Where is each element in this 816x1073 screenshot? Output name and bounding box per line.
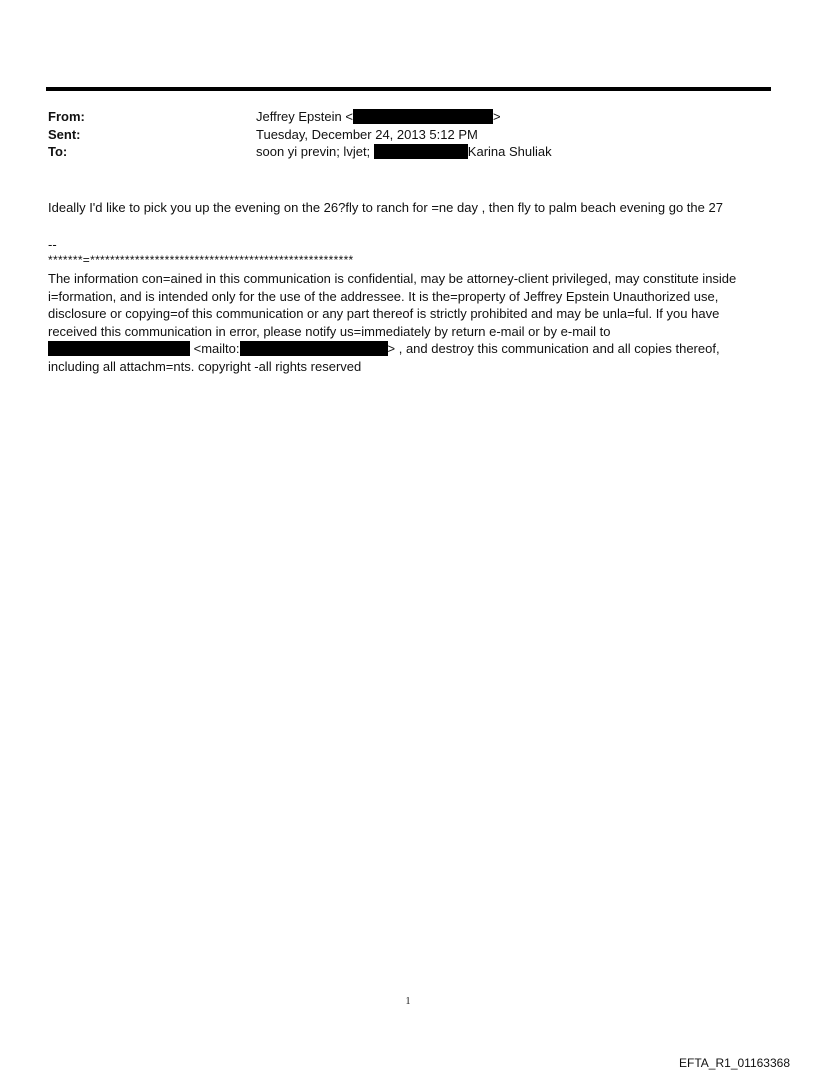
from-label: From: [48, 109, 85, 124]
mailto-suffix: > , and destroy this communication and all copies thereof, [387, 341, 720, 356]
to-label: To: [48, 144, 68, 159]
redaction-box [48, 341, 190, 356]
confidentiality-disclaimer [48, 270, 768, 375]
message-body: Ideally I'd like to pick you up the evening on the 26?fly to ranch for =ne day , then fly to palm beach evening go the 27 [48, 200, 723, 215]
signature-stars: *******=***************************************************** [48, 253, 354, 267]
header-rule [46, 87, 771, 91]
from-name: Jeffrey Epstein < [256, 109, 353, 124]
sent-value: Tuesday, December 24, 2013 5:12 PM [256, 126, 478, 142]
mailto-prefix: <mailto: [193, 341, 240, 356]
from-value [256, 108, 501, 126]
disclaimer-text: The information con=ained in this communication is confidential, may be attorney-client privileged, may constitute inside i=formation, and is intended only for the use of the addressee. It is the=property of Jeffrey Epstein Unauthorized use, disclosure or copying=of this communication or any part thereof is strictly prohibited and may be unla=ful. If you have received this communication in error, please notify us=immediately by return e-mail or by e-mail to [48, 271, 737, 339]
redaction-box [240, 341, 388, 356]
to-recipient-last: Karina Shuliak [467, 144, 552, 159]
redaction-box [374, 144, 468, 159]
page-number: 1 [405, 996, 411, 1007]
from-suffix: > [492, 109, 501, 124]
to-value [256, 143, 552, 161]
to-recipients: soon yi previn; lvjet; [256, 144, 371, 159]
sent-label: Sent: [48, 126, 81, 142]
signature-dashes: -- [48, 237, 57, 252]
bates-number: EFTA_R1_01163368 [679, 1056, 790, 1070]
disclaimer-mailto-line [48, 340, 768, 358]
disclaimer-last-line: including all attachm=nts. copyright -all rights reserved [48, 358, 362, 374]
redaction-box [353, 109, 493, 124]
